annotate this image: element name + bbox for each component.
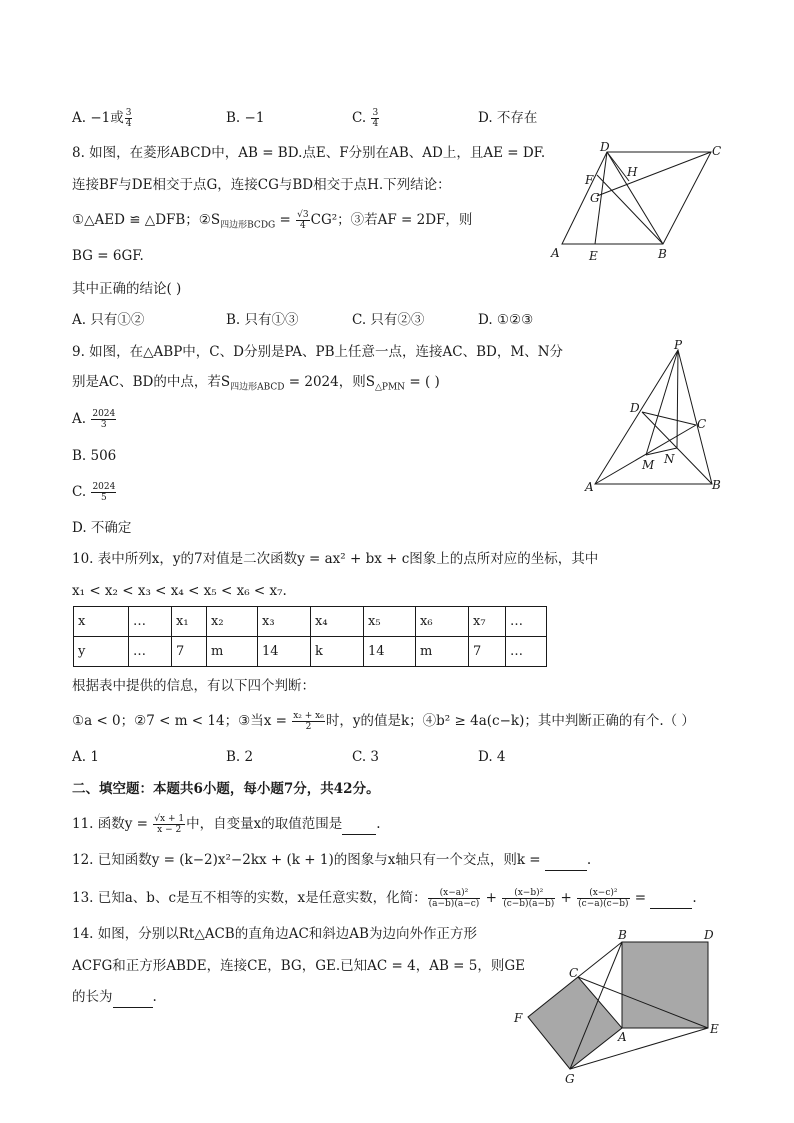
label-P: P bbox=[674, 338, 683, 352]
q7-option-c: C. $\frac{3}{4}$ bbox=[352, 108, 379, 129]
q8-option-d: D. ①②③ bbox=[478, 312, 534, 328]
q8-option-c: C. 只有②③ bbox=[352, 312, 425, 328]
q8-line-1: 8. 如图，在菱形ABCD中，AB = BD.点E、F分别在AB、AD上，且AE = DF. bbox=[72, 145, 546, 161]
table-cell: x₁ bbox=[172, 607, 207, 637]
q10-option-c: C. 3 bbox=[352, 749, 380, 765]
label-A: A bbox=[585, 480, 594, 494]
label-H: H bbox=[627, 165, 638, 179]
q9-option-d: D. 不确定 bbox=[72, 520, 132, 536]
square-acfg bbox=[528, 977, 622, 1069]
q8-rhombus-figure bbox=[545, 140, 730, 265]
table-cell: … bbox=[506, 637, 547, 667]
q13-line: 13. 已知a、b、c是互不相等的实数，x是任意实数，化简： $\frac{\text{(x−a)²}}{(a-b)(a-c)}$ + $\frac{\text{(x−b)²}}{(c-b)(a-b)}$ + $\frac{\text{(x−c)²}}{(c-a)(c-b)}$ = . bbox=[72, 888, 697, 909]
q9-line-2: 别是AC、BD的中点，若$S_{四边形ABCD} = 2024$，则$S_{\triangle PMN}$ = ( ) bbox=[72, 374, 440, 393]
q11-answer-blank[interactable] bbox=[342, 814, 376, 835]
q14-answer-blank[interactable] bbox=[113, 987, 153, 1008]
square-abde bbox=[622, 942, 708, 1028]
table-cell: … bbox=[129, 607, 172, 637]
segment-cb bbox=[578, 942, 622, 977]
segment-pn bbox=[677, 350, 678, 448]
label-C: C bbox=[697, 417, 707, 431]
q14-line-1: 14. 如图，分别以Rt△ACB的直角边AC和斜边AB为边向外作正方形 bbox=[72, 926, 477, 942]
label-A: A bbox=[551, 246, 560, 260]
table-cell: 14 bbox=[258, 637, 311, 667]
table-cell: x₆ bbox=[416, 607, 469, 637]
table-cell: x₃ bbox=[258, 607, 311, 637]
table-cell: x₇ bbox=[469, 607, 506, 637]
q7-option-b: B. −1 bbox=[226, 110, 265, 126]
q9-option-b: B. 506 bbox=[72, 448, 117, 464]
table-cell: k bbox=[311, 637, 364, 667]
q10-value-table bbox=[73, 606, 547, 667]
q14-squares-figure bbox=[512, 925, 727, 1090]
table-cell: y bbox=[74, 637, 129, 667]
q7-option-d: D. 不存在 bbox=[478, 110, 538, 126]
table-cell: m bbox=[416, 637, 469, 667]
label-C: C bbox=[712, 144, 722, 158]
label-A: A bbox=[618, 1030, 627, 1044]
table-cell: m bbox=[207, 637, 258, 667]
label-M: M bbox=[642, 458, 655, 472]
q8-option-a: A. 只有①② bbox=[72, 312, 145, 328]
table-cell: … bbox=[129, 637, 172, 667]
q10-line-1: 10. 表中所列x，y的7对值是二次函数y = ax² + bx + c图象上的点所对应的坐标，其中 bbox=[72, 551, 599, 567]
label-B: B bbox=[658, 247, 667, 261]
label-G: G bbox=[565, 1072, 575, 1086]
table-cell: x₂ bbox=[207, 607, 258, 637]
q10-line-2: x₁ < x₂ < x₃ < x₄ < x₅ < x₆ < x₇. bbox=[72, 583, 287, 599]
q10-judgements: ①a < 0；②7 < m < 14；③当x = $\frac{\text{x₂ + x₆}}{2}$ 时，y的值是k；④b² ≥ 4a(c−k)；其中判断正确的有个.（ ） bbox=[72, 711, 695, 732]
q10-option-d: D. 4 bbox=[478, 749, 506, 765]
q9-line-1: 9. 如图，在△ABP中，C、D分别是PA、PB上任意一点，连接AC、BD，M、N分 bbox=[72, 344, 564, 360]
q14-line-2: ACFG和正方形ABDE，连接CE，BG，GE.已知AC = 4，AB = 5，则GE bbox=[72, 958, 526, 974]
q8-line-2: 连接BF与DE相交于点G，连接CG与BD相交于点H.下列结论： bbox=[72, 177, 451, 193]
segment-dh bbox=[607, 152, 629, 181]
q14-line-3: 的长为 . bbox=[72, 987, 157, 1008]
label-G: G bbox=[590, 191, 600, 205]
q12-answer-blank[interactable] bbox=[545, 850, 587, 871]
q9-triangle-figure bbox=[580, 338, 730, 498]
q10-option-b: B. 2 bbox=[226, 749, 254, 765]
label-F: F bbox=[585, 173, 594, 187]
q8-option-b: B. 只有①③ bbox=[226, 312, 299, 328]
q8-line-3: ①△AED ≌ △DFB；$②S_{四边形BCDG}$ = $\frac{√3}{4}$ CG²；③若AF = 2DF，则 bbox=[72, 210, 473, 231]
q8-prompt: 其中正确的结论( ) bbox=[72, 281, 182, 297]
table-row-y bbox=[74, 637, 547, 667]
q9-option-c: C. $\frac{2024}{5}$ bbox=[72, 482, 116, 503]
q10-option-a: A. 1 bbox=[72, 749, 99, 765]
table-cell: … bbox=[506, 607, 547, 637]
q10-info: 根据表中提供的信息，有以下四个判断： bbox=[72, 678, 315, 694]
label-C: C bbox=[569, 966, 579, 980]
table-cell: x₅ bbox=[364, 607, 416, 637]
segment-pm bbox=[646, 350, 678, 455]
label-B: B bbox=[712, 478, 721, 492]
label-D: D bbox=[600, 140, 610, 154]
label-N: N bbox=[664, 452, 675, 466]
segment-cd bbox=[642, 412, 696, 425]
segment-ac bbox=[595, 425, 696, 484]
label-F: F bbox=[514, 1011, 523, 1025]
segment-cg bbox=[597, 152, 711, 196]
table-cell: x bbox=[74, 607, 129, 637]
q13-answer-blank[interactable] bbox=[650, 888, 692, 909]
label-D: D bbox=[704, 928, 714, 942]
q12-line: 12. 已知函数y = (k−2)x²−2kx + (k + 1)的图象与x轴只有一个交点，则k = . bbox=[72, 850, 591, 871]
q9-option-a: A. $\frac{2024}{3}$ bbox=[72, 409, 116, 430]
q8-line-4: BG = 6GF. bbox=[72, 248, 144, 264]
label-B: B bbox=[618, 928, 627, 942]
q7-option-a: A. −1或 $\frac{3}{4}$ bbox=[72, 108, 132, 129]
label-E: E bbox=[589, 249, 598, 263]
table-cell: x₄ bbox=[311, 607, 364, 637]
label-E: E bbox=[710, 1022, 719, 1036]
table-cell: 7 bbox=[172, 637, 207, 667]
section-2-heading: 二、填空题：本题共6小题，每小题7分，共42分。 bbox=[72, 781, 380, 797]
table-cell: 7 bbox=[469, 637, 506, 667]
table-cell: 14 bbox=[364, 637, 416, 667]
segment-bf bbox=[597, 175, 663, 244]
table-row-x bbox=[74, 607, 547, 637]
q11-line: 11. 函数y = $\frac{√x + 1}{x - 2}$ 中，自变量x的取值范围是 . bbox=[72, 814, 381, 835]
label-D: D bbox=[630, 401, 640, 415]
